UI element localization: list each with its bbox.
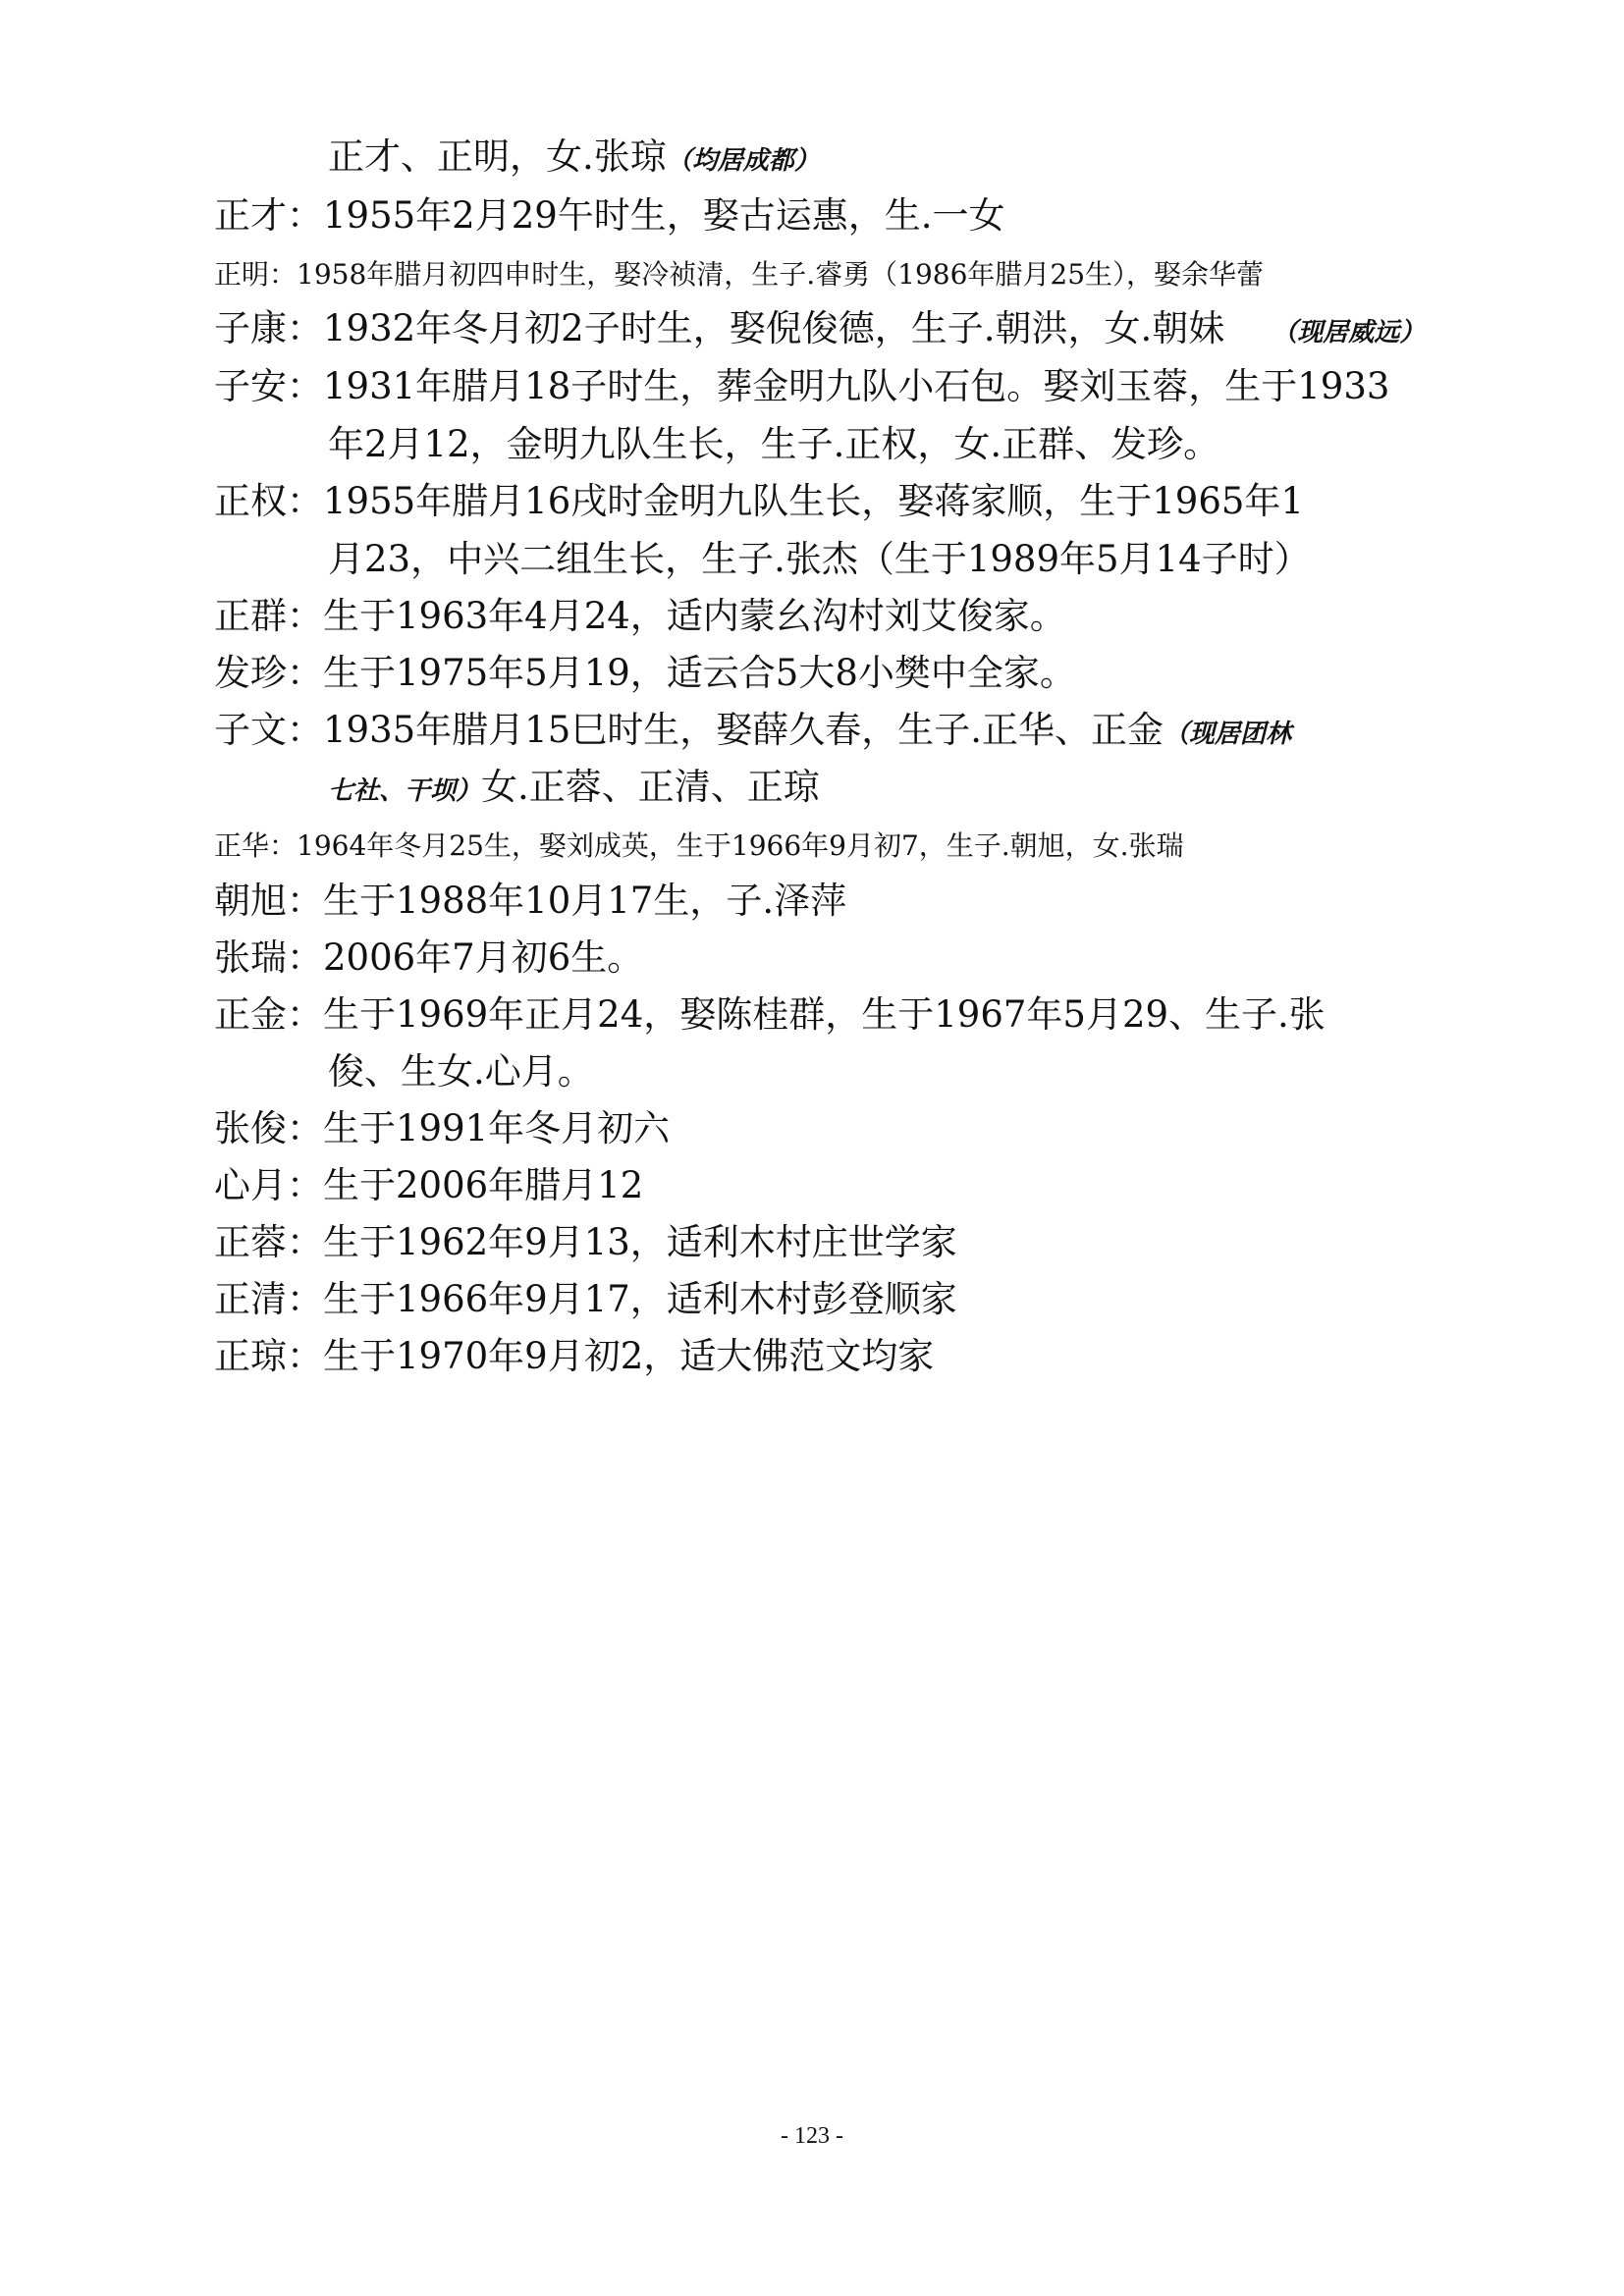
text-line: 正才：1955年2月29午时生，娶古运惠，生.一女 bbox=[214, 194, 1005, 237]
text-line: 正群：生于1963年4月24，适内蒙幺沟村刘艾俊家。 bbox=[214, 595, 1066, 637]
text-line bbox=[214, 304, 1426, 357]
text-line: 正金：生于1969年正月24，娶陈桂群，生于1967年5月29、生子.张 bbox=[214, 993, 1326, 1036]
location-note: （均居成都） bbox=[666, 146, 820, 176]
text-line: 正琼：生于1970年9月初2，适大佛范文均家 bbox=[214, 1335, 935, 1377]
text-line: 正清：生于1966年9月17，适利木村彭登顺家 bbox=[214, 1278, 957, 1320]
page-number: - 123 - bbox=[781, 2123, 843, 2149]
text-line: 正明：1958年腊月初四申时生，娶冷祯清，生子.睿勇（1986年腊月25生），娶余华蕾 bbox=[214, 258, 1265, 291]
text-line: 俊、生女.心月。 bbox=[328, 1050, 594, 1093]
text-line: 张瑞：2006年7月初6生。 bbox=[214, 936, 644, 979]
text-line: 正权：1955年腊月16戌时金明九队生长，娶蒋家顺，生于1965年1 bbox=[214, 480, 1304, 522]
text-line: 年2月12，金明九队生长，生子.正权，女.正群、发珍。 bbox=[328, 423, 1220, 465]
text-line bbox=[328, 133, 1526, 186]
text-line: 发珍：生于1975年5月19，适云合5大8小樊中全家。 bbox=[214, 652, 1076, 694]
line-text: 女.正蓉、正清、正琼 bbox=[481, 766, 820, 808]
text-line: 月23，中兴二组生长，生子.张杰（生于1989年5月14子时） bbox=[328, 538, 1311, 580]
text-line: 朝旭：生于1988年10月17生，子.泽萍 bbox=[214, 880, 847, 922]
text-line bbox=[214, 706, 1412, 759]
location-note: （现居威远） bbox=[1272, 318, 1426, 347]
text-line: 子安：1931年腊月18子时生，葬金明九队小石包。娶刘玉蓉，生于1933 bbox=[214, 365, 1390, 407]
text-line bbox=[328, 763, 1526, 816]
line-text: 子康：1932年冬月初2子时生，娶倪俊德，生子.朝洪，女.朝妹 bbox=[214, 307, 1225, 349]
text-line: 张俊：生于1991年冬月初六 bbox=[214, 1107, 671, 1149]
location-note: （现居团林 bbox=[1164, 720, 1292, 749]
location-note: 七社、干坝） bbox=[328, 776, 482, 806]
text-line: 正华：1964年冬月25生，娶刘成英，生于1966年9月初7，生子.朝旭，女.张瑞 bbox=[214, 829, 1184, 862]
line-text: 正才、正明，女.张琼 bbox=[328, 135, 667, 178]
text-line: 心月：生于2006年腊月12 bbox=[214, 1164, 644, 1206]
line-text: 子文：1935年腊月15巳时生，娶薛久春，生子.正华、正金 bbox=[214, 709, 1164, 751]
text-line: 正蓉：生于1962年9月13，适利木村庄世学家 bbox=[214, 1221, 957, 1263]
